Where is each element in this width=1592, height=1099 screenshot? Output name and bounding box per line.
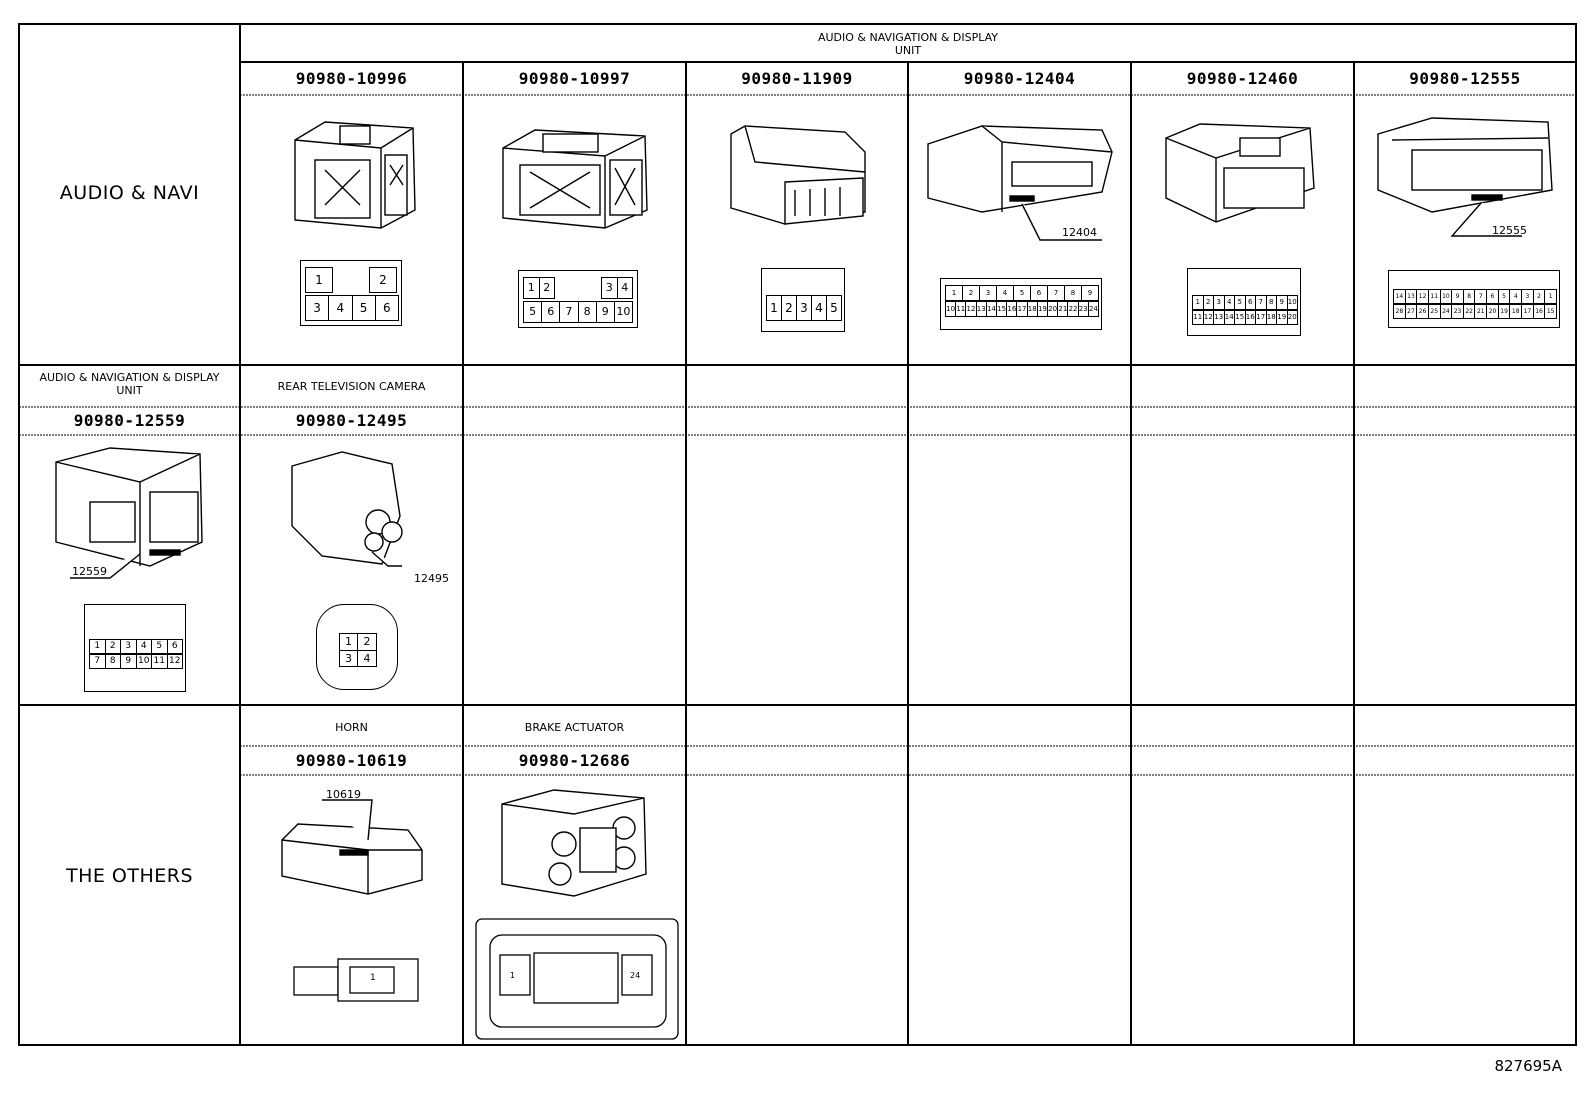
pin-cell: 1: [524, 278, 540, 298]
pin-cell: 1: [946, 286, 963, 300]
pin-grid-11909: [761, 268, 845, 332]
pin-cell: 24: [630, 971, 641, 980]
pin-cell: 4: [1225, 296, 1236, 309]
pin-cell: 6: [542, 302, 560, 322]
pin-cell: 2: [369, 267, 397, 293]
pin-grid-12559: [84, 604, 186, 692]
pin-cell: 15: [1235, 311, 1246, 324]
pin-cell: 24: [1088, 305, 1098, 313]
pin-cell: 5: [524, 302, 542, 322]
pin-cell: 1: [1193, 296, 1204, 309]
pin-cell: 2: [358, 634, 376, 651]
pin-cell: 27: [1406, 305, 1418, 318]
pin-cell: 22: [1464, 305, 1476, 318]
pin-cell: 16: [1534, 305, 1546, 318]
pin-cell: 4: [1510, 290, 1522, 303]
pin-row: [945, 285, 1099, 301]
pin-grid-12495: [316, 604, 398, 690]
pin-cell: 8: [1267, 296, 1278, 309]
pin-cell: 5: [152, 640, 168, 653]
pin-cell: 18: [1267, 311, 1278, 324]
connector-tag-12559: 12559: [72, 565, 107, 578]
pin-cell: 11: [1193, 311, 1204, 324]
connector-drawing-12686: [494, 784, 654, 904]
section-title-line2: UNIT: [894, 44, 922, 57]
pin-cell: 4: [363, 651, 371, 665]
pin-row: [1192, 295, 1298, 310]
pin-cell: 6: [1487, 290, 1499, 303]
pin-cell: 18: [1028, 302, 1038, 316]
connector-face-10619: [292, 957, 420, 1003]
pin-cell: 21: [1475, 305, 1487, 318]
pin-cell: 3: [797, 296, 812, 320]
pin-row: [89, 654, 183, 669]
connector-isometric-12460: [1160, 118, 1320, 228]
connector-drawing-10996: [285, 110, 425, 350]
pin-row: [523, 301, 633, 323]
connector-face-12686: [474, 915, 682, 1041]
pin-cell: 5: [1499, 290, 1511, 303]
pin-cell: 2: [106, 640, 122, 653]
connector-tag-12555: 12555: [1492, 224, 1527, 237]
pin-cell: 10: [946, 302, 956, 316]
pin-cell: 4: [997, 286, 1014, 300]
pin-cell: 7: [90, 655, 106, 668]
pin-cell: 23: [1079, 302, 1089, 316]
pin-cell: 10: [616, 305, 631, 318]
pin-cell: 12: [1417, 290, 1429, 303]
part-number-1: 90980-10996: [295, 69, 408, 88]
pin-cell: 2: [963, 286, 980, 300]
pin-cell: 7: [1475, 290, 1487, 303]
connector-tag-10619: 10619: [326, 788, 361, 801]
row2-col2-title: REAR TELEVISION CAMERA: [277, 380, 426, 393]
pin-grid-10619: [292, 957, 420, 1003]
pin-cell: 16: [1007, 302, 1017, 316]
pin-row: [305, 295, 399, 321]
pin-cell: 22: [1068, 302, 1078, 316]
pin-cell: 2: [782, 296, 797, 320]
pin-cell: 5: [1235, 296, 1246, 309]
pin-cell: 8: [106, 655, 122, 668]
connector-tag-12404: 12404: [1062, 226, 1097, 239]
connector-tag-12495: 12495: [414, 572, 449, 585]
row2-col1-title: [19, 371, 240, 397]
part-number-12559: 90980-12559: [73, 411, 186, 430]
side-label-audio-navi: AUDIO & NAVI: [59, 182, 200, 204]
pin-cell: 13: [977, 302, 987, 316]
pin-cell: 15: [997, 302, 1007, 316]
row2-col1-title-line2: UNIT: [116, 384, 143, 397]
pin-cell: 17: [1522, 305, 1534, 318]
pin-row: [945, 301, 1099, 317]
pin-cell: 19: [1277, 311, 1288, 324]
pin-row: [766, 295, 842, 321]
pin-cell: 20: [1487, 305, 1499, 318]
pin-cell: 20: [1287, 313, 1297, 321]
section-title-line1: AUDIO & NAVIGATION & DISPLAY: [817, 31, 999, 44]
connector-isometric-10619: [278, 790, 438, 910]
part-number-6: 90980-12555: [1409, 69, 1521, 88]
pin-cell: 11: [956, 302, 966, 316]
pin-cell: 21: [1058, 302, 1068, 316]
pin-cell: 9: [1277, 296, 1288, 309]
pin-cell: 1: [370, 973, 376, 983]
pin-cell: 26: [1417, 305, 1429, 318]
side-label-the-others: THE OTHERS: [65, 865, 194, 887]
pin-cell: 3: [1214, 296, 1225, 309]
part-number-12686: 90980-12686: [518, 751, 631, 770]
pin-cell: 5: [830, 301, 838, 315]
pin-cell: 9: [597, 302, 615, 322]
pin-cell: 9: [1087, 289, 1093, 297]
pin-cell: 1: [510, 971, 516, 980]
pin-grid-12404: [940, 278, 1102, 330]
pin-cell: 18: [1510, 305, 1522, 318]
pin-cell: 10: [1287, 298, 1297, 306]
pin-cell: 3: [1522, 290, 1534, 303]
pin-cell: 14: [1225, 311, 1236, 324]
connector-isometric-12495: [282, 446, 457, 591]
part-number-3: 90980-11909: [741, 69, 853, 88]
pin-grid-12460: [1187, 268, 1301, 336]
pin-cell: 7: [1256, 296, 1267, 309]
pin-cell: 13: [1406, 290, 1418, 303]
pin-cell: 6: [1246, 296, 1257, 309]
pin-cell: 20: [1048, 302, 1058, 316]
pin-cell: 3: [306, 296, 329, 320]
row3-col3-title: BRAKE ACTUATOR: [524, 721, 625, 734]
pin-cell: 3: [340, 651, 358, 667]
pin-cell: 10: [1441, 290, 1453, 303]
pin-cell: 2: [1204, 296, 1215, 309]
connector-drawing-12404: [922, 112, 1118, 252]
connector-drawing-11909: [725, 112, 875, 242]
pin-cell: 1: [1548, 293, 1553, 300]
pin-row: [523, 277, 555, 299]
pin-cell: 5: [353, 296, 376, 320]
pin-cell: 1: [767, 296, 782, 320]
connector-isometric-12686: [494, 784, 654, 904]
pin-row: [601, 277, 633, 299]
pin-cell: 3: [980, 286, 997, 300]
pin-cell: 2: [543, 281, 551, 294]
pin-cell: 13: [1214, 311, 1225, 324]
pin-cell: 19: [1038, 302, 1048, 316]
pin-cell: 9: [1452, 290, 1464, 303]
pin-cell: 12: [966, 302, 976, 316]
pin-cell: 10: [137, 655, 153, 668]
pin-grid-10997: [518, 270, 638, 328]
pin-cell: 8: [1464, 290, 1476, 303]
connector-drawing-10619: [278, 790, 438, 910]
pin-cell: 16: [1246, 311, 1257, 324]
pin-cell: 28: [1394, 305, 1406, 318]
pin-cell: 8: [1065, 286, 1082, 300]
pin-cell: 23: [1452, 305, 1464, 318]
connector-drawing-12495: [282, 446, 457, 591]
row2-col1-title-line1: AUDIO & NAVIGATION & DISPLAY: [39, 371, 220, 384]
pin-grid-10996: [300, 260, 402, 326]
part-number-5: 90980-12460: [1186, 69, 1299, 88]
pin-cell: 19: [1499, 305, 1511, 318]
figure-code: 827695A: [1494, 1057, 1562, 1075]
pin-cell: 1: [340, 634, 358, 651]
section-title: [240, 31, 1576, 57]
pin-cell: 6: [1031, 286, 1048, 300]
pin-cell: 15: [1546, 308, 1555, 315]
pin-cell: 11: [152, 655, 168, 668]
pin-cell: 4: [621, 281, 629, 294]
pin-grid-12555: [1388, 270, 1560, 328]
connector-drawing-12555: [1372, 110, 1562, 245]
pin-cell: 12: [1204, 311, 1215, 324]
pin-cell: 4: [329, 296, 352, 320]
pin-cell: 14: [987, 302, 997, 316]
connector-drawing-12460: [1160, 118, 1320, 228]
pin-row: [1393, 304, 1557, 319]
pin-row: [1393, 289, 1557, 304]
pin-cell: 24: [1441, 305, 1453, 318]
pin-cell: 11: [1429, 290, 1441, 303]
pin-grid-12686: [474, 915, 682, 1041]
connector-isometric-11909: [725, 112, 875, 242]
pin-cell: 8: [579, 302, 597, 322]
pin-cell: 3: [602, 278, 618, 298]
pin-cell: 2: [1534, 290, 1546, 303]
pin-cell: 3: [121, 640, 137, 653]
pin-cell: 14: [1394, 290, 1406, 303]
part-number-4: 90980-12404: [963, 69, 1076, 88]
pin-cell: 9: [121, 655, 137, 668]
connector-drawing-12559: [50, 442, 210, 592]
pin-cell: 7: [560, 302, 578, 322]
pin-cell: 4: [137, 640, 153, 653]
pin-cell: 6: [383, 301, 391, 315]
pin-cell: 25: [1429, 305, 1441, 318]
connector-isometric-12555: [1372, 110, 1562, 245]
pin-cell: 5: [1014, 286, 1031, 300]
pin-cell: 12: [169, 656, 181, 666]
part-number-12495: 90980-12495: [295, 411, 408, 430]
part-number-2: 90980-10997: [518, 69, 631, 88]
part-number-10619: 90980-10619: [295, 751, 408, 770]
pin-cell: 17: [1017, 302, 1027, 316]
pin-cell: 7: [1048, 286, 1065, 300]
pin-row: [89, 639, 183, 654]
pin-row: [1192, 310, 1298, 325]
pin-cell: 1: [90, 640, 106, 653]
pin-cell: 17: [1256, 311, 1267, 324]
pin-matrix: [339, 633, 377, 667]
pin-cell: 1: [305, 267, 333, 293]
pin-cell: 6: [171, 641, 178, 651]
row3-col2-title: HORN: [335, 721, 368, 734]
pin-cell: 4: [812, 296, 827, 320]
